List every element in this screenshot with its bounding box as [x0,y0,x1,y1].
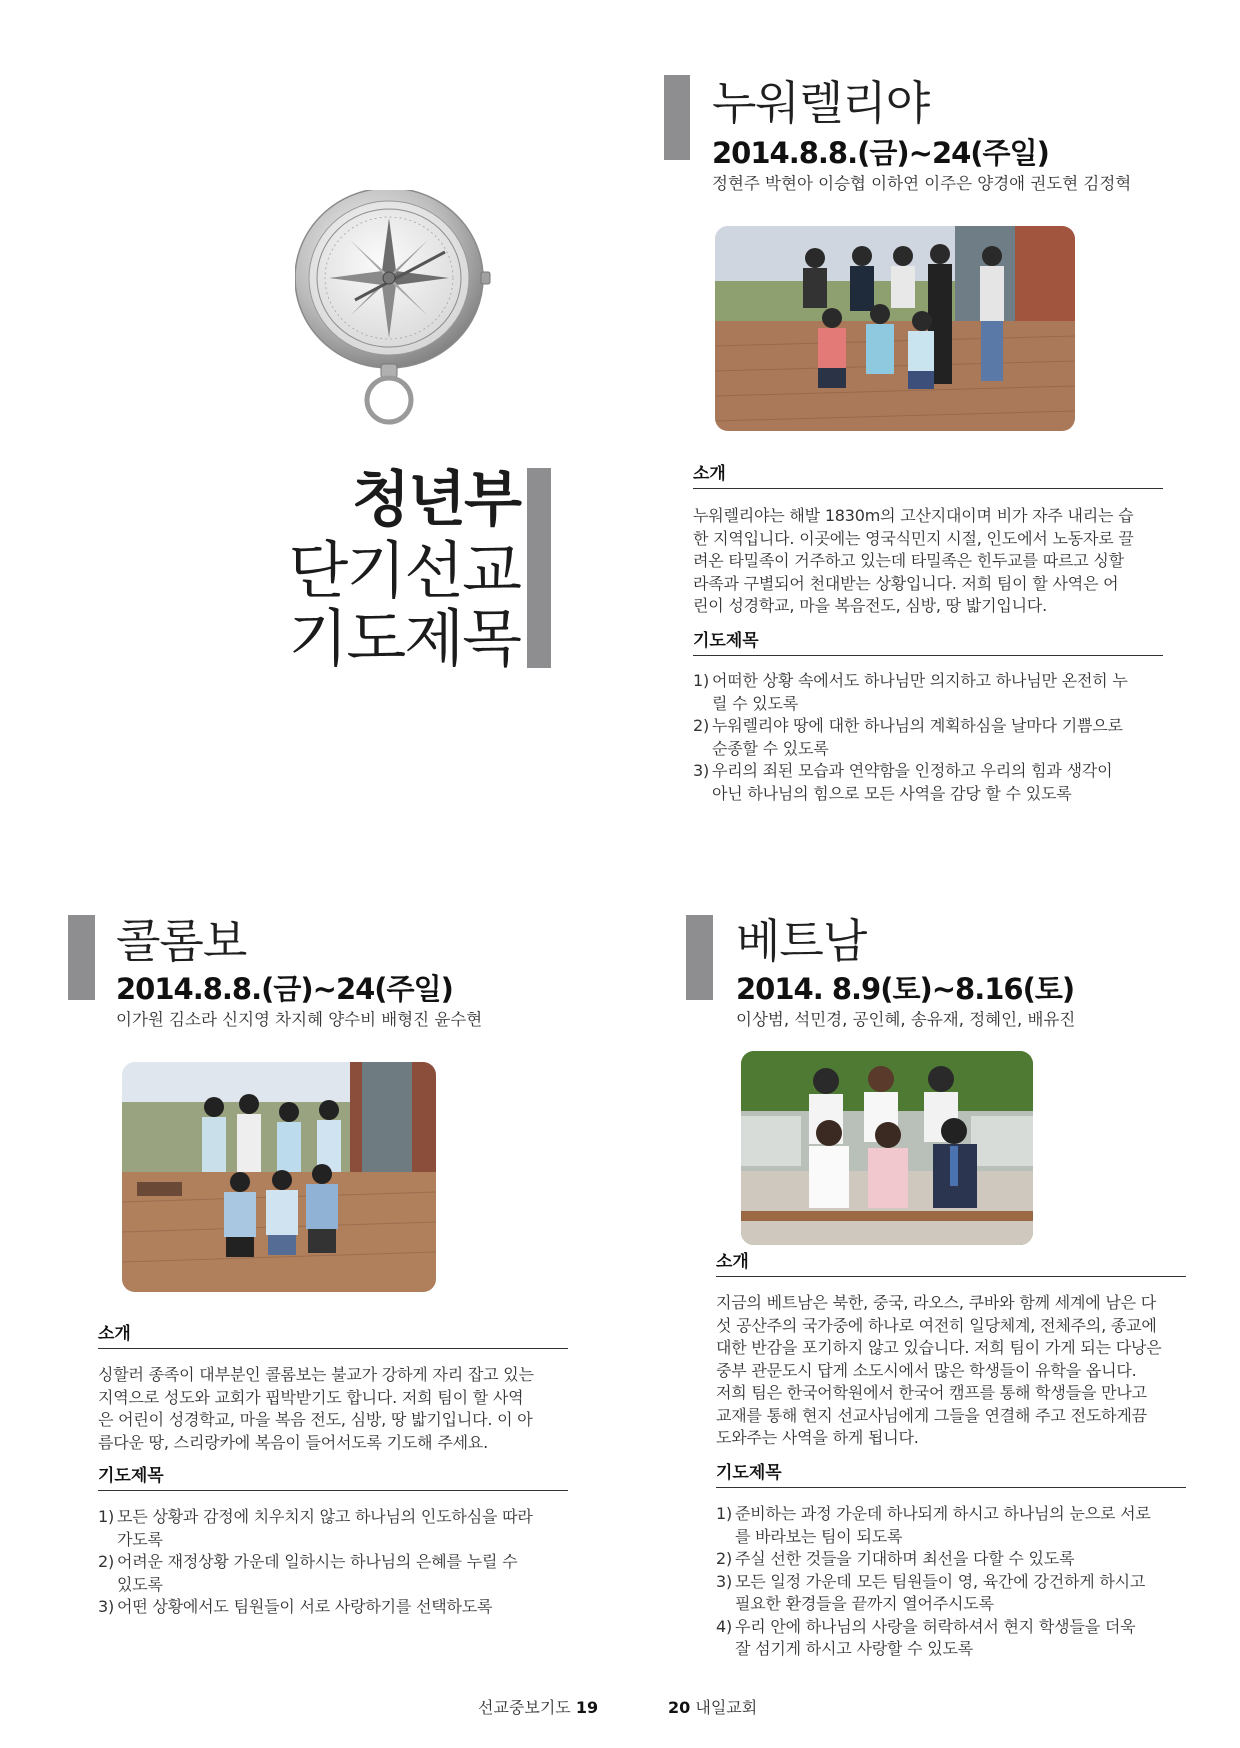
main-title [288,465,520,676]
vietnam-intro-heading: 소개 [716,1253,1186,1277]
vietnam-intro-line: 저희 팀은 한국어학원에서 한국어 캠프를 통해 학생들을 만나고 [716,1383,1147,1402]
colombo-prayer-heading: 기도제목 [98,1467,568,1491]
prayer-item: 1) 어떠한 상황 속에서도 하나님만 의지하고 하나님만 온전히 누 릴 수 있도록 [693,671,1128,713]
colombo-intro-line: 은 어린이 성경학교, 마을 복음 전도, 심방, 땅 밟기입니다. 이 아 [98,1410,533,1429]
prayer-item: 4) 우리 안에 하나님의 사랑을 허락하셔서 현지 학생들을 더욱 잘 섬기게 하시고 사랑할 수 있도록 [716,1616,1136,1658]
colombo-intro-line: 싱할러 종족이 대부분인 콜롬보는 불교가 강하게 자리 잡고 있는 [98,1365,534,1384]
vietnam-intro-line: 중부 관문도시 답게 소도시에서 많은 학생들이 유학을 옵니다. [716,1360,1137,1380]
colombo-prayer-list [98,1506,578,1619]
main-title-line3: 기도제목 [288,602,520,675]
compass-illustration [295,190,495,430]
nuwara-intro-text [693,505,1173,618]
nuwara-prayer-heading: 기도제목 [693,632,1163,656]
vietnam-intro-line: 지금의 베트남은 북한, 중국, 라오스, 쿠바와 함께 세계에 남은 다 [716,1293,1157,1312]
footer-left-page-number: 19 [575,1698,599,1717]
prayer-item: 3) 모든 일정 가운데 모든 팀원들이 영, 육간에 강건하게 하시고 필요한 환경들을 끝까지 열어주시도록 [716,1571,1146,1613]
prayer-item: 3) 우리의 죄된 모습과 연약함을 인정하고 우리의 힘과 생각이 아닌 하나님의 힘으로 모든 사역을 감당 할 수 있도록 [693,761,1113,803]
footer-right-page-number: 20 [668,1698,691,1717]
colombo-team-members: 이가원 김소라 신지영 차지혜 양수비 배형진 윤수현 [116,1010,483,1029]
prayer-item: 1) 모든 상황과 감정에 치우치지 않고 하나님의 인도하심을 따라 가도록 [98,1507,533,1549]
footer-left [478,1700,598,1716]
prayer-item: 2) 주실 선한 것들을 기대하며 최선을 다할 수 있도록 [716,1549,1075,1568]
colombo-accent-bar [68,915,95,1000]
vietnam-accent-bar [686,915,713,1000]
vietnam-intro-text [716,1292,1196,1450]
vietnam-intro-line: 도와주는 사역을 하게 됩니다. [716,1428,919,1447]
nuwara-date: 2014.8.8.(금)~24(주일) [712,136,1049,170]
main-title-line2: 단기선교 [288,534,520,607]
vietnam-intro-line: 섯 공산주의 국가중에 하나로 여전히 일당체계, 전체주의, 종교에 [716,1315,1157,1335]
nuwara-intro-line: 한 지역입니다. 이곳에는 영국식민지 시절, 인도에서 노동자로 끌 [693,528,1134,548]
vietnam-team-photo [741,1051,1033,1245]
footer-right-label: 내일교회 [695,1698,758,1717]
nuwara-intro-line: 린이 성경학교, 마을 복음전도, 심방, 땅 밟기입니다. [693,596,1047,615]
colombo-intro-heading: 소개 [98,1325,568,1349]
colombo-intro-line: 름다운 땅, 스리랑카에 복음이 들어서도록 기도해 주세요. [98,1432,488,1452]
vietnam-country-title: 베트남 [736,914,867,968]
prayer-item: 1) 준비하는 과정 가운데 하나되게 하시고 하나님의 눈으로 서로 를 바라보는 팀이 되도록 [716,1504,1151,1546]
vietnam-intro-line: 대한 반감을 포기하지 않고 있습니다. 저희 팀이 가게 되는 다낭은 [716,1338,1162,1357]
vietnam-intro-line: 교재를 통해 현지 선교사님에게 그들을 연결해 주고 전도하게끔 [716,1405,1147,1425]
main-title-accent-bar [527,468,551,668]
main-title-line1: 청년부 [352,465,520,535]
vietnam-prayer-list [716,1503,1196,1661]
nuwara-intro-line: 누워렐리야는 해발 1830m의 고산지대이며 비가 자주 내리는 습 [693,506,1134,525]
vietnam-date: 2014. 8.9(토)~8.16(토) [736,972,1075,1006]
footer-right [668,1700,757,1716]
nuwara-intro-line: 려온 타밀족이 거주하고 있는데 타밀족은 힌두교를 따르고 싱할 [693,551,1124,570]
prayer-item: 3) 어떤 상황에서도 팀원들이 서로 사랑하기를 선택하도록 [98,1597,493,1616]
nuwara-country-title: 누워렐리야 [712,76,930,130]
nuwara-intro-line: 라족과 구별되어 천대받는 상황입니다. 저희 팀이 할 사역은 어 [693,573,1119,593]
nuwara-accent-bar [664,75,690,160]
colombo-team-photo [122,1062,436,1292]
nuwara-intro-heading: 소개 [693,465,1163,489]
colombo-intro-text [98,1364,578,1454]
nuwara-team-photo [715,226,1075,431]
prayer-item: 2) 누워렐리야 땅에 대한 하나님의 계획하심을 날마다 기쁨으로 순종할 수 있도록 [693,716,1123,758]
colombo-date: 2014.8.8.(금)~24(주일) [116,972,453,1006]
nuwara-prayer-list [693,670,1173,805]
footer-left-label: 선교중보기도 [478,1698,571,1717]
vietnam-prayer-heading: 기도제목 [716,1464,1186,1488]
nuwara-team-members: 정현주 박현아 이승협 이하연 이주은 양경애 권도현 김정혁 [712,174,1132,193]
vietnam-team-members: 이상범, 석민경, 공인혜, 송유재, 정혜인, 배유진 [736,1010,1076,1029]
prayer-item: 2) 어려운 재정상황 가운데 일하시는 하나님의 은혜를 누릴 수 있도록 [98,1552,518,1594]
colombo-intro-line: 지역으로 성도와 교회가 핍박받기도 합니다. 저희 팀이 할 사역 [98,1387,524,1407]
colombo-country-title: 콜롬보 [116,914,247,968]
